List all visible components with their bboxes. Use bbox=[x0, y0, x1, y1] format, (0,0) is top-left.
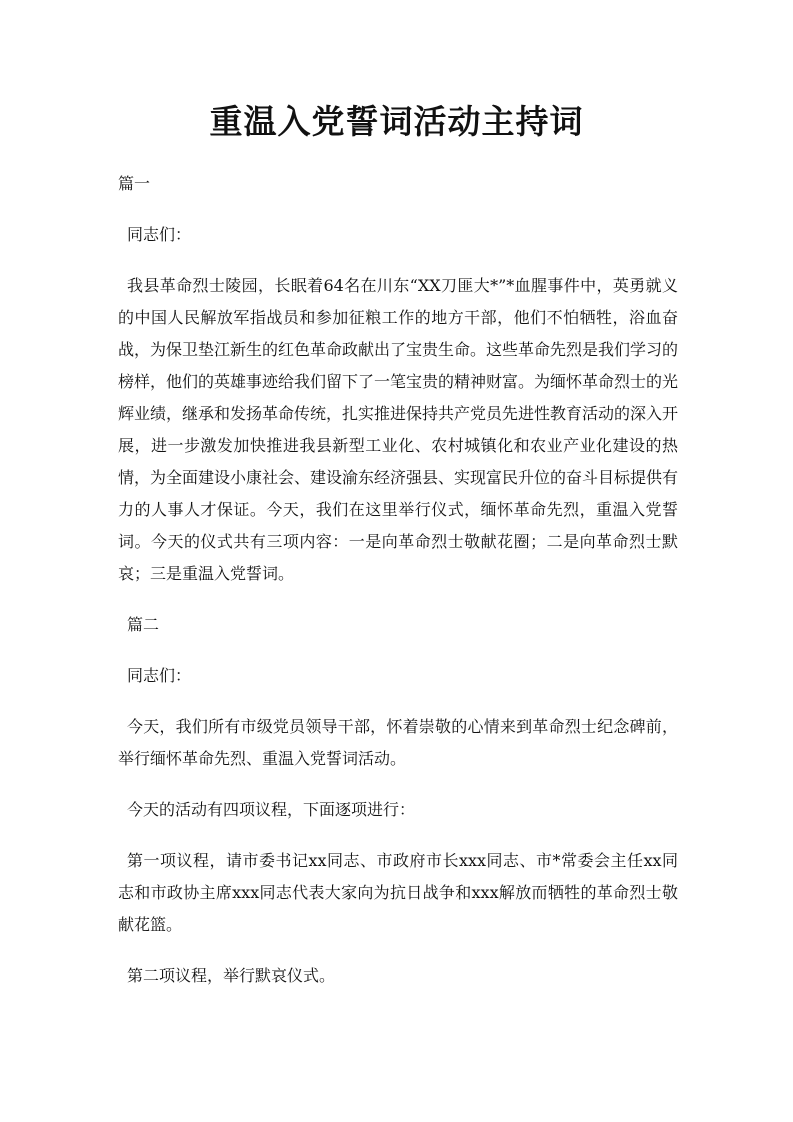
paragraph-3: 今天的活动有四项议程，下面逐项进行： bbox=[127, 800, 416, 819]
salutation-1: 同志们： bbox=[127, 225, 192, 244]
paragraph-4: 第一项议程，请市委书记xx同志、市政府市长xxx同志、市*常委会主任xx同志和市政协主席xxx同志代表大家向为抗日战争和xxx解放而牺牲的革命烈士敬献花篮。 bbox=[118, 851, 678, 934]
paragraph-5: 第二项议程，举行默哀仪式。 bbox=[127, 966, 336, 985]
salutation-2: 同志们： bbox=[127, 666, 192, 685]
document-body bbox=[118, 168, 678, 992]
section-heading-2: 篇二 bbox=[127, 615, 160, 634]
paragraph-1: 我县革命烈士陵园，长眠着64名在川东“XX刀匪大*”*血腥事件中，英勇就义的中国人民解放军指战员和参加征粮工作的地方干部，他们不怕牺牲，浴血奋战，为保卫垫江新生的红色革命政献出了宝贵生命。这些革命先烈是我们学习的榜样，他们的英雄事迹给我们留下了一笔宝贵的精神财富。为缅怀革命烈士的光辉业绩，继承和发扬革命传统，扎实推进保持共产党员先进性教育活动的深入开展，进一步激发加快推进我县新型工业化、农村城镇化和农业产业化建设的热情，为全面建设小康社会、建设渝东经济强县、实现富民升位的奋斗目标提供有力的人事人才保证。今天，我们在这里举行仪式，缅怀革命先烈，重温入党誓词。今天的仪式共有三项内容：一是向革命烈士敬献花圈；二是向革命烈士默哀；三是重温入党誓词。 bbox=[118, 276, 679, 583]
document-title: 重温入党誓词活动主持词 bbox=[209, 102, 584, 141]
paragraph-2: 今天，我们所有市级党员领导干部，怀着崇敬的心情来到革命烈士纪念碑前，举行缅怀革命先烈、重温入党誓词活动。 bbox=[118, 717, 678, 768]
section-heading-1: 篇一 bbox=[118, 174, 151, 193]
